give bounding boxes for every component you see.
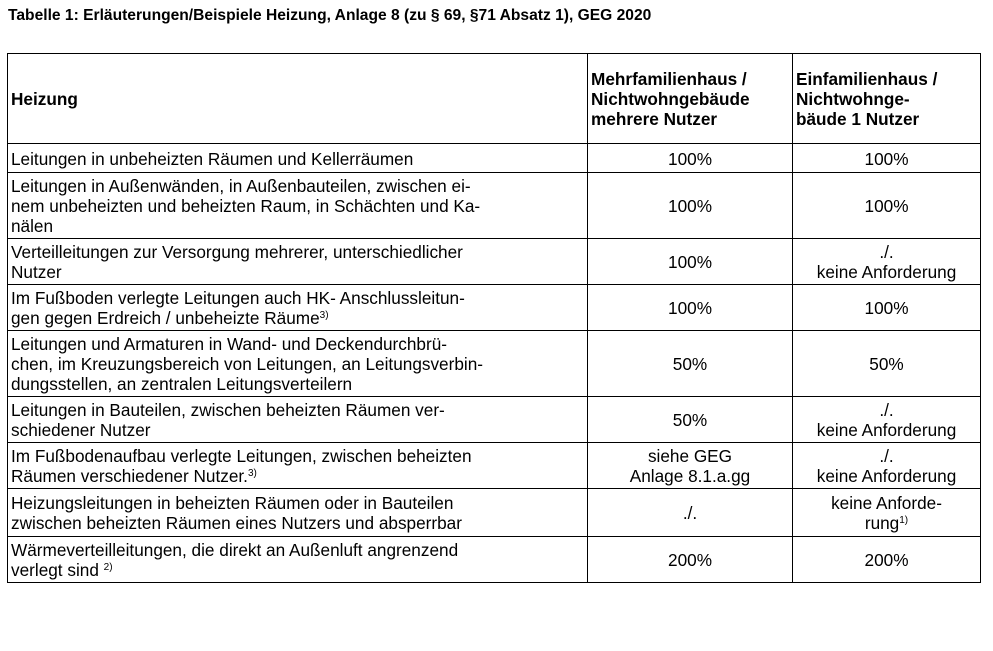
value-einfamilienhaus <box>793 443 981 489</box>
description-line: Leitungen in Bauteilen, zwischen beheizten Räumen ver- <box>11 400 445 420</box>
value-line: keine Anforde- <box>831 493 942 513</box>
value-line: Anlage 8.1.a.gg <box>629 466 751 486</box>
header-mfh-line: Nichtwohngebäude <box>591 89 750 109</box>
footnote-marker: 3) <box>319 310 329 321</box>
description-line: gen gegen Erdreich / unbeheizte Räume <box>11 308 320 328</box>
table-row <box>8 443 981 489</box>
value-einfamilienhaus <box>793 331 981 397</box>
value-line: keine Anforderung <box>816 420 957 440</box>
value-mehrfamilienhaus <box>588 144 793 173</box>
row-description <box>8 144 588 173</box>
value-line: rung <box>864 513 900 533</box>
header-efh-line: Einfamilienhaus / <box>796 69 938 89</box>
row-description <box>8 537 588 583</box>
value-line: ./. <box>879 400 894 420</box>
description-line: Leitungen in unbeheizten Räumen und Kellerräumen <box>11 148 414 169</box>
value-line: 100% <box>864 196 909 216</box>
table-row <box>8 239 981 285</box>
value-line: 200% <box>668 550 712 570</box>
value-einfamilienhaus <box>793 537 981 583</box>
description-line: Im Fußbodenaufbau verlegte Leitungen, zwischen beheizten <box>11 446 472 466</box>
value-line: ./. <box>879 446 894 466</box>
value-mehrfamilienhaus <box>588 443 793 489</box>
table-row <box>8 173 981 239</box>
row-description <box>8 443 588 489</box>
value-einfamilienhaus <box>793 144 981 173</box>
description-line: Verteilleitungen zur Versorgung mehrerer, unterschiedlicher <box>11 242 463 262</box>
description-line: zwischen beheizten Räumen eines Nutzers und absperrbar <box>11 513 462 533</box>
description-line: dungsstellen, an zentralen Leitungsverteilern <box>11 374 353 394</box>
table-caption: Tabelle 1: Erläuterungen/Beispiele Heizung, Anlage 8 (zu § 69, §71 Absatz 1), GEG 2020 <box>8 7 652 24</box>
value-line: 50% <box>672 354 708 374</box>
value-line: 50% <box>869 354 904 374</box>
table-row <box>8 285 981 331</box>
value-line: 200% <box>864 550 909 570</box>
value-mehrfamilienhaus <box>588 239 793 285</box>
value-line: keine Anforderung <box>816 262 957 282</box>
table-row <box>8 489 981 537</box>
table-row <box>8 144 981 173</box>
value-mehrfamilienhaus <box>588 331 793 397</box>
description-line: Heizungsleitungen in beheizten Räumen oder in Bauteilen <box>11 493 454 513</box>
value-line: 100% <box>668 298 712 318</box>
table-row <box>8 397 981 443</box>
footnote-marker: 2) <box>103 562 113 573</box>
table-body <box>8 144 981 583</box>
row-description <box>8 397 588 443</box>
row-description <box>8 173 588 239</box>
value-line: siehe GEG <box>647 446 733 466</box>
value-einfamilienhaus <box>793 285 981 331</box>
value-mehrfamilienhaus <box>588 489 793 537</box>
description-line-wrap <box>11 560 584 580</box>
value-line: 100% <box>668 148 712 169</box>
header-einfamilienhaus <box>793 54 981 144</box>
description-line-wrap <box>11 308 584 328</box>
insulation-table <box>7 53 981 583</box>
value-mehrfamilienhaus <box>588 173 793 239</box>
footnote-marker: 3) <box>247 468 257 479</box>
value-line: 50% <box>672 410 708 430</box>
header-mehrfamilienhaus <box>588 54 793 144</box>
description-line: Wärmeverteilleitungen, die direkt an Außenluft angrenzend <box>11 540 459 560</box>
value-einfamilienhaus <box>793 239 981 285</box>
description-line: Räumen verschiedener Nutzer. <box>11 466 248 486</box>
header-mfh-line: Mehrfamilienhaus / <box>591 69 747 89</box>
description-line: Im Fußboden verlegte Leitungen auch HK- Anschlussleitun- <box>11 288 465 308</box>
header-heizung: Heizung <box>8 54 588 144</box>
header-efh-line: bäude 1 Nutzer <box>796 109 920 129</box>
description-line: Leitungen in Außenwänden, in Außenbauteilen, zwischen ei- <box>11 176 471 196</box>
description-line: verlegt sind <box>11 560 104 580</box>
description-line: nälen <box>11 216 54 236</box>
value-einfamilienhaus <box>793 489 981 537</box>
value-einfamilienhaus <box>793 173 981 239</box>
value-line: keine Anforderung <box>816 466 957 486</box>
value-line-wrap <box>796 513 977 533</box>
description-line: schiedener Nutzer <box>11 420 151 440</box>
value-mehrfamilienhaus <box>588 285 793 331</box>
header-mfh-line: mehrere Nutzer <box>591 109 718 129</box>
row-description <box>8 285 588 331</box>
description-line: chen, im Kreuzungsbereich von Leitungen, an Leitungsverbin- <box>11 354 484 374</box>
value-line: ./. <box>879 242 894 262</box>
table-row <box>8 331 981 397</box>
row-description <box>8 239 588 285</box>
value-line: 100% <box>864 148 909 169</box>
row-description <box>8 489 588 537</box>
row-description <box>8 331 588 397</box>
description-line: nem unbeheizten und beheizten Raum, in Schächten und Ka- <box>11 196 481 216</box>
header-row <box>8 54 981 144</box>
description-line: Nutzer <box>11 262 62 282</box>
value-einfamilienhaus <box>793 397 981 443</box>
description-line-wrap <box>11 466 584 486</box>
value-line: ./. <box>682 503 698 523</box>
description-line: Leitungen und Armaturen in Wand- und Deckendurchbrü- <box>11 334 447 354</box>
header-efh-line: Nichtwohnge- <box>796 89 910 109</box>
value-mehrfamilienhaus <box>588 537 793 583</box>
value-line: 100% <box>668 196 712 216</box>
value-mehrfamilienhaus <box>588 397 793 443</box>
footnote-marker: 1) <box>899 515 909 526</box>
table-row <box>8 537 981 583</box>
value-line: 100% <box>864 298 909 318</box>
value-line: 100% <box>668 252 712 272</box>
